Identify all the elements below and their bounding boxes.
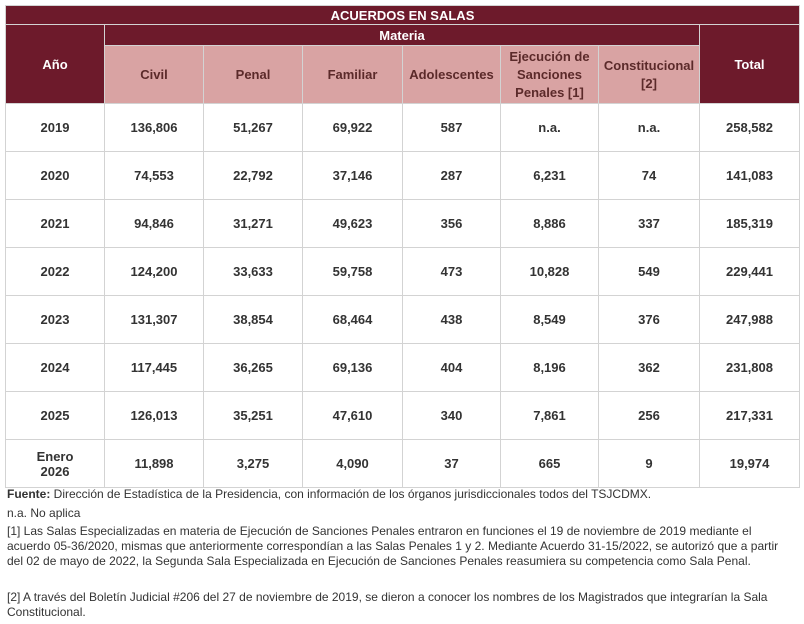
cell-value: 473	[403, 248, 501, 296]
cell-value: 8,549	[501, 296, 599, 344]
row-year: 2021	[6, 200, 105, 248]
cell-value: 74,553	[105, 152, 204, 200]
row-total: 229,441	[700, 248, 800, 296]
cell-value: 47,610	[303, 392, 403, 440]
cell-value: 37,146	[303, 152, 403, 200]
cell-value: 38,854	[204, 296, 303, 344]
cell-value: 10,828	[501, 248, 599, 296]
row-total: 141,083	[700, 152, 800, 200]
row-total: 247,988	[700, 296, 800, 344]
row-total: 185,319	[700, 200, 800, 248]
cell-value: 36,265	[204, 344, 303, 392]
row-year: 2023	[6, 296, 105, 344]
cell-value: n.a.	[501, 104, 599, 152]
cell-value: 69,922	[303, 104, 403, 152]
table-row	[6, 344, 800, 392]
row-total: 231,808	[700, 344, 800, 392]
row-year: 2022	[6, 248, 105, 296]
table-row	[6, 440, 800, 488]
footnote-1: [1] Las Salas Especializadas en materia de Ejecución de Sanciones Penales entraron en funciones el 19 de noviembre de 2019 mediante el acuerdo 05-36/2020, mismas que anteriormente correspondían a las Salas Penales 1 y 2. Mediante Acuerdo 31-15/2022, se autorizó que a partir del 02 de mayo de 2022, la Segunda Sala Especializada en Ejecución de Sanciones Penales reasumiera su competencia como Sala Penal.	[7, 524, 779, 568]
cell-value: 3,275	[204, 440, 303, 488]
cell-value: 124,200	[105, 248, 204, 296]
header-civil: Civil	[105, 46, 204, 104]
cell-value: 340	[403, 392, 501, 440]
cell-value: 4,090	[303, 440, 403, 488]
row-year: 2024	[6, 344, 105, 392]
cell-value: 438	[403, 296, 501, 344]
cell-value: 31,271	[204, 200, 303, 248]
cell-value: 7,861	[501, 392, 599, 440]
table-row	[6, 296, 800, 344]
cell-value: 8,196	[501, 344, 599, 392]
row-total: 217,331	[700, 392, 800, 440]
table-row	[6, 200, 800, 248]
header-adolescentes: Adolescentes	[403, 46, 501, 104]
cell-value: 37	[403, 440, 501, 488]
cell-value: 94,846	[105, 200, 204, 248]
cell-value: 117,445	[105, 344, 204, 392]
cell-value: n.a.	[599, 104, 700, 152]
header-year: Año	[6, 25, 105, 104]
footnote-2: [2] A través del Boletín Judicial #206 del 27 de noviembre de 2019, se dieron a conocer los nombres de los Magistrados que integrarían la Sala Constitucional.	[7, 590, 768, 619]
header-penal: Penal	[204, 46, 303, 104]
cell-value: 126,013	[105, 392, 204, 440]
cell-value: 404	[403, 344, 501, 392]
cell-value: 587	[403, 104, 501, 152]
cell-value: 35,251	[204, 392, 303, 440]
table-row	[6, 104, 800, 152]
row-total: 19,974	[700, 440, 800, 488]
source-label: Fuente:	[7, 487, 51, 501]
row-total: 258,582	[700, 104, 800, 152]
cell-value: 59,758	[303, 248, 403, 296]
source-text: Dirección de Estadística de la Presidencia, con información de los órganos jurisdiccionales todos del TSJCDMX.	[50, 487, 652, 501]
row-year: 2020	[6, 152, 105, 200]
header-materia: Materia	[105, 25, 700, 46]
cell-value: 69,136	[303, 344, 403, 392]
cell-value: 11,898	[105, 440, 204, 488]
row-year: Enero 2026	[6, 440, 105, 488]
cell-value: 287	[403, 152, 501, 200]
cell-value: 337	[599, 200, 700, 248]
cell-value: 136,806	[105, 104, 204, 152]
cell-value: 51,267	[204, 104, 303, 152]
row-year: 2025	[6, 392, 105, 440]
row-year: 2019	[6, 104, 105, 152]
header-total: Total	[700, 25, 800, 104]
table-row	[6, 392, 800, 440]
cell-value: 362	[599, 344, 700, 392]
cell-value: 49,623	[303, 200, 403, 248]
header-ejecucion: Ejecución de Sanciones Penales [1]	[501, 46, 599, 104]
cell-value: 356	[403, 200, 501, 248]
cell-value: 549	[599, 248, 700, 296]
header-constitucional: Constitucional [2]	[599, 46, 700, 104]
table-title: ACUERDOS EN SALAS	[6, 6, 800, 25]
cell-value: 22,792	[204, 152, 303, 200]
cell-value: 256	[599, 392, 700, 440]
cell-value: 68,464	[303, 296, 403, 344]
source-note	[7, 487, 797, 502]
cell-value: 376	[599, 296, 700, 344]
acuerdos-table	[5, 5, 800, 488]
cell-value: 6,231	[501, 152, 599, 200]
cell-value: 74	[599, 152, 700, 200]
na-note: n.a. No aplica	[7, 506, 81, 520]
cell-value: 131,307	[105, 296, 204, 344]
table-row	[6, 248, 800, 296]
cell-value: 33,633	[204, 248, 303, 296]
cell-value: 9	[599, 440, 700, 488]
table-row	[6, 152, 800, 200]
header-familiar: Familiar	[303, 46, 403, 104]
cell-value: 665	[501, 440, 599, 488]
cell-value: 8,886	[501, 200, 599, 248]
